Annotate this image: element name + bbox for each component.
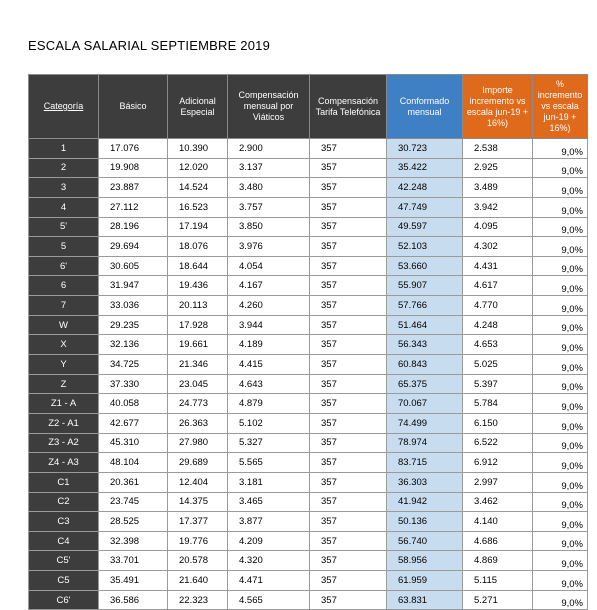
adicional-cell: 21.346 (168, 355, 228, 375)
table-row (29, 492, 588, 512)
adicional-cell: 14.524 (168, 178, 228, 198)
categoria-cell: C5' (29, 551, 99, 571)
basico-cell: 28.525 (99, 512, 168, 532)
basico-cell: 42.677 (99, 413, 168, 433)
viaticos-cell: 4.189 (228, 335, 310, 355)
header-importe: Importe incremento vs escala jun-19 + 16%) (463, 75, 533, 139)
basico-cell: 36.586 (99, 590, 168, 610)
basico-cell: 23.887 (99, 178, 168, 198)
categoria-cell: Z4 - A3 (29, 453, 99, 473)
conformado-cell: 36.303 (387, 472, 463, 492)
conformado-cell: 42.248 (387, 178, 463, 198)
categoria-cell: Z1 - A (29, 394, 99, 414)
viaticos-cell: 4.167 (228, 276, 310, 296)
porcentaje-cell: 9,0% (533, 296, 588, 316)
basico-cell: 20.361 (99, 472, 168, 492)
viaticos-cell: 3.877 (228, 512, 310, 532)
table-row (29, 315, 588, 335)
table-row (29, 355, 588, 375)
telefonica-cell: 357 (310, 413, 387, 433)
porcentaje-cell: 9,0% (533, 335, 588, 355)
porcentaje-cell: 9,0% (533, 512, 588, 532)
importe-cell: 6.150 (463, 413, 533, 433)
table-row (29, 472, 588, 492)
basico-cell: 37.330 (99, 374, 168, 394)
importe-cell: 4.770 (463, 296, 533, 316)
adicional-cell: 18.644 (168, 256, 228, 276)
adicional-cell: 14.375 (168, 492, 228, 512)
porcentaje-cell: 9,0% (533, 492, 588, 512)
table-row (29, 551, 588, 571)
viaticos-cell: 4.565 (228, 590, 310, 610)
telefonica-cell: 357 (310, 571, 387, 591)
telefonica-cell: 357 (310, 453, 387, 473)
importe-cell: 4.248 (463, 315, 533, 335)
importe-cell: 4.617 (463, 276, 533, 296)
conformado-cell: 30.723 (387, 139, 463, 159)
header-telefonica: Compensación Tarifa Telefónica (310, 75, 387, 139)
viaticos-cell: 4.260 (228, 296, 310, 316)
importe-cell: 5.784 (463, 394, 533, 414)
conformado-cell: 51.464 (387, 315, 463, 335)
header-categoria: Categoría (29, 75, 99, 139)
table-row (29, 512, 588, 532)
categoria-cell: 6' (29, 256, 99, 276)
porcentaje-cell: 9,0% (533, 178, 588, 198)
telefonica-cell: 357 (310, 512, 387, 532)
viaticos-cell: 4.054 (228, 256, 310, 276)
importe-cell: 4.302 (463, 237, 533, 257)
basico-cell: 40.058 (99, 394, 168, 414)
importe-cell: 5.397 (463, 374, 533, 394)
categoria-cell: C3 (29, 512, 99, 532)
conformado-cell: 63.831 (387, 590, 463, 610)
adicional-cell: 19.436 (168, 276, 228, 296)
viaticos-cell: 4.320 (228, 551, 310, 571)
importe-cell: 5.271 (463, 590, 533, 610)
importe-cell: 4.431 (463, 256, 533, 276)
telefonica-cell: 357 (310, 178, 387, 198)
porcentaje-cell: 9,0% (533, 453, 588, 473)
viaticos-cell: 4.879 (228, 394, 310, 414)
categoria-cell: C1 (29, 472, 99, 492)
telefonica-cell: 357 (310, 197, 387, 217)
table-row (29, 394, 588, 414)
telefonica-cell: 357 (310, 433, 387, 453)
importe-cell: 5.025 (463, 355, 533, 375)
porcentaje-cell: 9,0% (533, 315, 588, 335)
conformado-cell: 78.974 (387, 433, 463, 453)
telefonica-cell: 357 (310, 492, 387, 512)
conformado-cell: 83.715 (387, 453, 463, 473)
conformado-cell: 74.499 (387, 413, 463, 433)
adicional-cell: 24.773 (168, 394, 228, 414)
categoria-cell: C6' (29, 590, 99, 610)
porcentaje-cell: 9,0% (533, 197, 588, 217)
telefonica-cell: 357 (310, 590, 387, 610)
table-row (29, 139, 588, 159)
telefonica-cell: 357 (310, 355, 387, 375)
viaticos-cell: 3.850 (228, 217, 310, 237)
table-row (29, 590, 588, 610)
porcentaje-cell: 9,0% (533, 237, 588, 257)
conformado-cell: 60.843 (387, 355, 463, 375)
categoria-cell: 7 (29, 296, 99, 316)
porcentaje-cell: 9,0% (533, 551, 588, 571)
importe-cell: 3.942 (463, 197, 533, 217)
header-row (29, 75, 588, 139)
telefonica-cell: 357 (310, 217, 387, 237)
porcentaje-cell: 9,0% (533, 355, 588, 375)
adicional-cell: 22.323 (168, 590, 228, 610)
basico-cell: 30.605 (99, 256, 168, 276)
header-basico: Básico (99, 75, 168, 139)
porcentaje-cell: 9,0% (533, 217, 588, 237)
table-row (29, 413, 588, 433)
viaticos-cell: 4.415 (228, 355, 310, 375)
importe-cell: 3.462 (463, 492, 533, 512)
porcentaje-cell: 9,0% (533, 394, 588, 414)
conformado-cell: 41.942 (387, 492, 463, 512)
basico-cell: 19.908 (99, 158, 168, 178)
basico-cell: 17.076 (99, 139, 168, 159)
porcentaje-cell: 9,0% (533, 433, 588, 453)
telefonica-cell: 357 (310, 296, 387, 316)
table-row (29, 197, 588, 217)
table-row (29, 433, 588, 453)
table-row (29, 237, 588, 257)
telefonica-cell: 357 (310, 335, 387, 355)
categoria-cell: 5' (29, 217, 99, 237)
importe-cell: 4.140 (463, 512, 533, 532)
adicional-cell: 20.578 (168, 551, 228, 571)
porcentaje-cell: 9,0% (533, 139, 588, 159)
conformado-cell: 56.343 (387, 335, 463, 355)
telefonica-cell: 357 (310, 315, 387, 335)
table-row (29, 453, 588, 473)
porcentaje-cell: 9,0% (533, 472, 588, 492)
conformado-cell: 57.766 (387, 296, 463, 316)
telefonica-cell: 357 (310, 472, 387, 492)
table-row (29, 531, 588, 551)
adicional-cell: 27.980 (168, 433, 228, 453)
telefonica-cell: 357 (310, 374, 387, 394)
basico-cell: 33.036 (99, 296, 168, 316)
adicional-cell: 16.523 (168, 197, 228, 217)
adicional-cell: 12.020 (168, 158, 228, 178)
telefonica-cell: 357 (310, 276, 387, 296)
table-row (29, 276, 588, 296)
porcentaje-cell: 9,0% (533, 413, 588, 433)
viaticos-cell: 5.327 (228, 433, 310, 453)
porcentaje-cell: 9,0% (533, 590, 588, 610)
viaticos-cell: 5.102 (228, 413, 310, 433)
categoria-cell: 5 (29, 237, 99, 257)
adicional-cell: 29.689 (168, 453, 228, 473)
conformado-cell: 47.749 (387, 197, 463, 217)
importe-cell: 4.095 (463, 217, 533, 237)
viaticos-cell: 3.944 (228, 315, 310, 335)
telefonica-cell: 357 (310, 158, 387, 178)
porcentaje-cell: 9,0% (533, 158, 588, 178)
table-row (29, 296, 588, 316)
basico-cell: 31.947 (99, 276, 168, 296)
adicional-cell: 17.928 (168, 315, 228, 335)
conformado-cell: 58.956 (387, 551, 463, 571)
importe-cell: 4.869 (463, 551, 533, 571)
adicional-cell: 19.661 (168, 335, 228, 355)
categoria-cell: Z (29, 374, 99, 394)
header-conformado: Conformado mensual (387, 75, 463, 139)
categoria-cell: C4 (29, 531, 99, 551)
porcentaje-cell: 9,0% (533, 531, 588, 551)
telefonica-cell: 357 (310, 139, 387, 159)
viaticos-cell: 4.209 (228, 531, 310, 551)
header-viaticos: Compensación mensual por Viáticos (228, 75, 310, 139)
conformado-cell: 65.375 (387, 374, 463, 394)
adicional-cell: 12.404 (168, 472, 228, 492)
basico-cell: 23.745 (99, 492, 168, 512)
categoria-cell: 1 (29, 139, 99, 159)
categoria-cell: 3 (29, 178, 99, 198)
viaticos-cell: 3.465 (228, 492, 310, 512)
porcentaje-cell: 9,0% (533, 256, 588, 276)
importe-cell: 2.538 (463, 139, 533, 159)
porcentaje-cell: 9,0% (533, 276, 588, 296)
importe-cell: 4.686 (463, 531, 533, 551)
categoria-cell: Y (29, 355, 99, 375)
adicional-cell: 10.390 (168, 139, 228, 159)
viaticos-cell: 4.643 (228, 374, 310, 394)
porcentaje-cell: 9,0% (533, 374, 588, 394)
conformado-cell: 53.660 (387, 256, 463, 276)
basico-cell: 28.196 (99, 217, 168, 237)
conformado-cell: 61.959 (387, 571, 463, 591)
categoria-cell: W (29, 315, 99, 335)
table-row (29, 256, 588, 276)
categoria-cell: C5 (29, 571, 99, 591)
viaticos-cell: 3.480 (228, 178, 310, 198)
table-row (29, 571, 588, 591)
viaticos-cell: 3.181 (228, 472, 310, 492)
table-row (29, 178, 588, 198)
importe-cell: 4.653 (463, 335, 533, 355)
viaticos-cell: 2.900 (228, 139, 310, 159)
categoria-cell: 2 (29, 158, 99, 178)
categoria-cell: Z3 - A2 (29, 433, 99, 453)
basico-cell: 33.701 (99, 551, 168, 571)
adicional-cell: 23.045 (168, 374, 228, 394)
conformado-cell: 50.136 (387, 512, 463, 532)
importe-cell: 2.925 (463, 158, 533, 178)
adicional-cell: 21.640 (168, 571, 228, 591)
basico-cell: 35.491 (99, 571, 168, 591)
conformado-cell: 70.067 (387, 394, 463, 414)
categoria-cell: C2 (29, 492, 99, 512)
viaticos-cell: 3.976 (228, 237, 310, 257)
conformado-cell: 49.597 (387, 217, 463, 237)
adicional-cell: 26.363 (168, 413, 228, 433)
categoria-cell: 6 (29, 276, 99, 296)
adicional-cell: 17.377 (168, 512, 228, 532)
basico-cell: 29.235 (99, 315, 168, 335)
conformado-cell: 55.907 (387, 276, 463, 296)
basico-cell: 32.136 (99, 335, 168, 355)
basico-cell: 45.310 (99, 433, 168, 453)
importe-cell: 6.912 (463, 453, 533, 473)
basico-cell: 48.104 (99, 453, 168, 473)
table-row (29, 158, 588, 178)
basico-cell: 32.398 (99, 531, 168, 551)
telefonica-cell: 357 (310, 551, 387, 571)
porcentaje-cell: 9,0% (533, 571, 588, 591)
conformado-cell: 35.422 (387, 158, 463, 178)
basico-cell: 34.725 (99, 355, 168, 375)
adicional-cell: 19.776 (168, 531, 228, 551)
telefonica-cell: 357 (310, 531, 387, 551)
header-adicional: Adicional Especial (168, 75, 228, 139)
categoria-cell: Z2 - A1 (29, 413, 99, 433)
telefonica-cell: 357 (310, 237, 387, 257)
adicional-cell: 17.194 (168, 217, 228, 237)
importe-cell: 6.522 (463, 433, 533, 453)
viaticos-cell: 4.471 (228, 571, 310, 591)
importe-cell: 3.489 (463, 178, 533, 198)
viaticos-cell: 3.757 (228, 197, 310, 217)
importe-cell: 5.115 (463, 571, 533, 591)
header-porcentaje: % incremento vs escala jun-19 + 16%) (533, 75, 588, 139)
table-row (29, 335, 588, 355)
adicional-cell: 18.076 (168, 237, 228, 257)
table-row (29, 217, 588, 237)
categoria-cell: X (29, 335, 99, 355)
page-title: ESCALA SALARIAL SEPTIEMBRE 2019 (28, 38, 270, 53)
viaticos-cell: 3.137 (228, 158, 310, 178)
table-row (29, 374, 588, 394)
categoria-cell: 4 (29, 197, 99, 217)
adicional-cell: 20.113 (168, 296, 228, 316)
telefonica-cell: 357 (310, 394, 387, 414)
basico-cell: 29.694 (99, 237, 168, 257)
basico-cell: 27.112 (99, 197, 168, 217)
conformado-cell: 52.103 (387, 237, 463, 257)
importe-cell: 2.997 (463, 472, 533, 492)
telefonica-cell: 357 (310, 256, 387, 276)
viaticos-cell: 5.565 (228, 453, 310, 473)
conformado-cell: 56.740 (387, 531, 463, 551)
salary-table (28, 74, 588, 610)
